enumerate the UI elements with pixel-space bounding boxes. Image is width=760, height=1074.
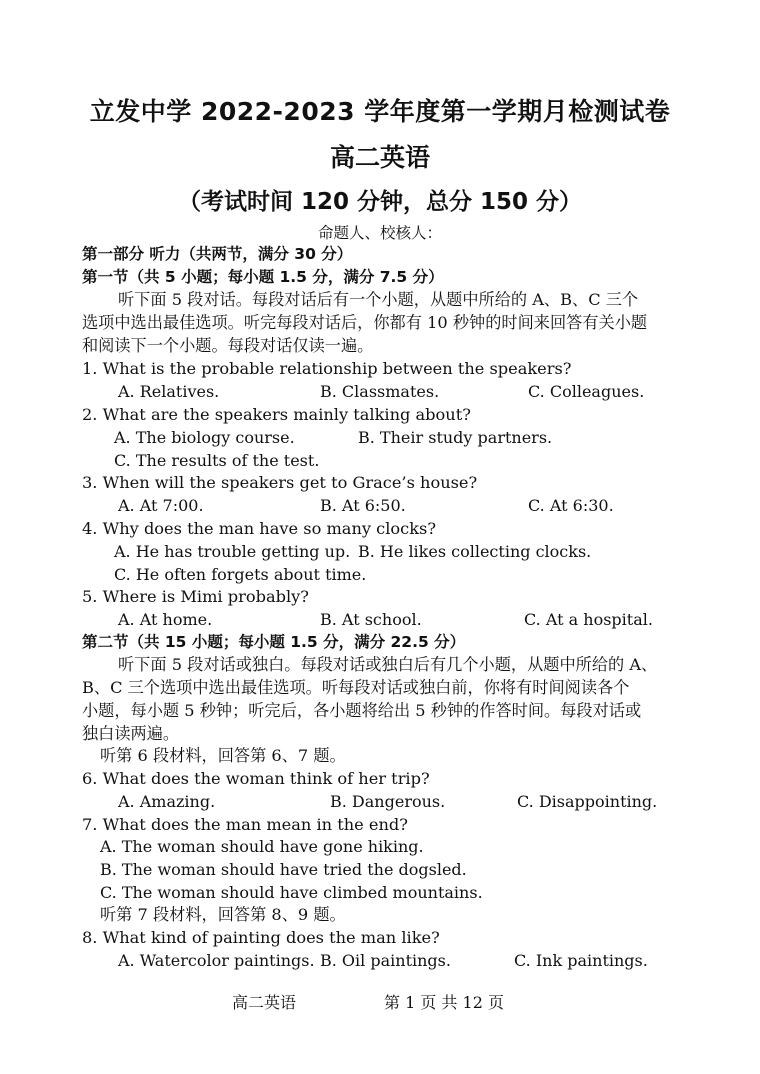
part1-heading: 第一部分 听力（共两节，满分 30 分） bbox=[82, 245, 353, 263]
section2-instruction-line: 小题，每小题 5 秒钟；听完后，各小题将给出 5 秒钟的作答时间。每段对话或 bbox=[82, 701, 642, 720]
subject-title: 高二英语 bbox=[329, 143, 430, 172]
section1-instruction-line: 听下面 5 段对话。每段对话后有一个小题，从题中所给的 A、B、C 三个 bbox=[118, 290, 639, 309]
option-b: B. The woman should have tried the dogsled. bbox=[100, 860, 467, 879]
option-b: B. He likes collecting clocks. bbox=[358, 542, 592, 561]
option-c: C. Disappointing. bbox=[517, 792, 658, 811]
section1-instruction-line: 选项中选出最佳选项。听完每段对话后，你都有 10 秒钟的时间来回答有关小题 bbox=[82, 313, 648, 332]
option-a: A. At 7:00. bbox=[118, 496, 204, 515]
question-6: 6. What does the woman think of her trip? bbox=[82, 769, 430, 788]
option-a: A. The biology course. bbox=[114, 428, 295, 447]
option-c: C. The results of the test. bbox=[114, 451, 320, 470]
section2-heading: 第二节（共 15 小题；每小题 1.5 分，满分 22.5 分） bbox=[82, 633, 466, 651]
question-7: 7. What does the man mean in the end? bbox=[82, 815, 408, 834]
question-3: 3. When will the speakers get to Grace’s house? bbox=[82, 473, 478, 492]
option-b: B. Classmates. bbox=[320, 382, 440, 401]
section2-instruction-line: 独白读两遍。 bbox=[82, 724, 180, 743]
footer-subject: 高二英语 bbox=[232, 993, 297, 1012]
option-a: A. The woman should have gone hiking. bbox=[100, 837, 424, 856]
section2-instruction-line: 听下面 5 段对话或独白。每段对话或独白后有几个小题，从题中所给的 A、 bbox=[118, 655, 658, 674]
material-7-note: 听第 7 段材料，回答第 8、9 题。 bbox=[100, 905, 346, 924]
option-b: B. Dangerous. bbox=[330, 792, 446, 811]
question-2: 2. What are the speakers mainly talking about? bbox=[82, 405, 471, 424]
option-b: B. At 6:50. bbox=[320, 496, 406, 515]
option-a: A. Watercolor paintings. bbox=[118, 951, 315, 970]
option-c: C. The woman should have climbed mountains. bbox=[100, 883, 483, 902]
option-b: B. Oil paintings. bbox=[320, 951, 451, 970]
question-4: 4. Why does the man have so many clocks? bbox=[82, 519, 437, 538]
option-c: C. Ink paintings. bbox=[514, 951, 648, 970]
section2-instruction-line: B、C 三个选项中选出最佳选项。听每段对话或独白前，你将有时间阅读各个 bbox=[82, 678, 630, 697]
question-5: 5. Where is Mimi probably? bbox=[82, 587, 309, 606]
section1-instruction-line: 和阅读下一个小题。每段对话仅读一遍。 bbox=[82, 336, 374, 355]
option-b: B. At school. bbox=[320, 610, 422, 629]
option-a: A. He has trouble getting up. bbox=[114, 542, 351, 561]
option-a: A. Amazing. bbox=[118, 792, 216, 811]
exam-info: （考试时间 120 分钟，总分 150 分） bbox=[177, 189, 583, 215]
footer-page-number: 第 1 页 共 12 页 bbox=[384, 993, 504, 1012]
question-1: 1. What is the probable relationship between the speakers? bbox=[82, 359, 572, 378]
option-c: C. At a hospital. bbox=[524, 610, 653, 629]
author-line: 命题人、校核人： bbox=[317, 224, 442, 242]
section1-heading: 第一节（共 5 小题；每小题 1.5 分，满分 7.5 分） bbox=[82, 268, 444, 286]
question-8: 8. What kind of painting does the man like? bbox=[82, 928, 440, 947]
option-c: C. Colleagues. bbox=[528, 382, 645, 401]
material-6-note: 听第 6 段材料，回答第 6、7 题。 bbox=[100, 746, 346, 765]
option-a: A. At home. bbox=[118, 610, 213, 629]
option-c: C. He often forgets about time. bbox=[114, 565, 367, 584]
option-b: B. Their study partners. bbox=[358, 428, 553, 447]
option-c: C. At 6:30. bbox=[528, 496, 614, 515]
option-a: A. Relatives. bbox=[118, 382, 220, 401]
exam-title: 立发中学 2022-2023 学年度第一学期月检测试卷 bbox=[89, 97, 671, 126]
